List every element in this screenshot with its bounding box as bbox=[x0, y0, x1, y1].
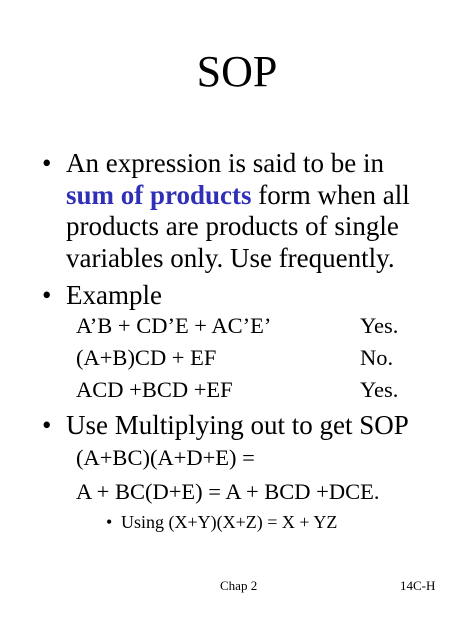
example-expression: (A+B)CD + EF bbox=[76, 345, 217, 370]
example-expression: ACD +BCD +EF bbox=[76, 377, 233, 402]
bullet-1-line-1: An expression is said to be in bbox=[66, 148, 384, 178]
bullet-1-line-2-rest: form when all bbox=[251, 180, 410, 210]
sub-bullet-text: Using (X+Y)(X+Z) = X + YZ bbox=[121, 512, 338, 532]
example-expression: A’B + CD’E + AC’E’ bbox=[76, 313, 272, 338]
footer-chapter: Chap 2 bbox=[220, 578, 258, 593]
example-answer: Yes. bbox=[360, 313, 399, 338]
sub-bullet-marker: • bbox=[106, 512, 113, 532]
example-answer: Yes. bbox=[360, 377, 399, 402]
bullet-1-line-2 bbox=[66, 180, 410, 211]
bullet-3-label: Use Multiplying out to get SOP bbox=[66, 410, 409, 440]
multiply-line: A + BC(D+E) = A + BCD +DCE. bbox=[76, 479, 380, 504]
bullet-1-line-4: variables only. Use frequently. bbox=[66, 243, 395, 273]
footer-slide-id: 14C-H bbox=[400, 578, 436, 593]
bullet-2-label: Example bbox=[66, 280, 162, 310]
slide-title: SOP bbox=[196, 47, 278, 96]
bullet-1-line-3: products are products of single bbox=[66, 211, 399, 241]
multiply-line: (A+BC)(A+D+E) = bbox=[76, 445, 255, 470]
bullet-marker: • bbox=[42, 280, 52, 310]
bullet-marker: • bbox=[42, 410, 52, 440]
bullet-marker: • bbox=[42, 148, 52, 178]
example-answer: No. bbox=[360, 345, 394, 370]
highlight-term: sum of products bbox=[66, 180, 252, 210]
